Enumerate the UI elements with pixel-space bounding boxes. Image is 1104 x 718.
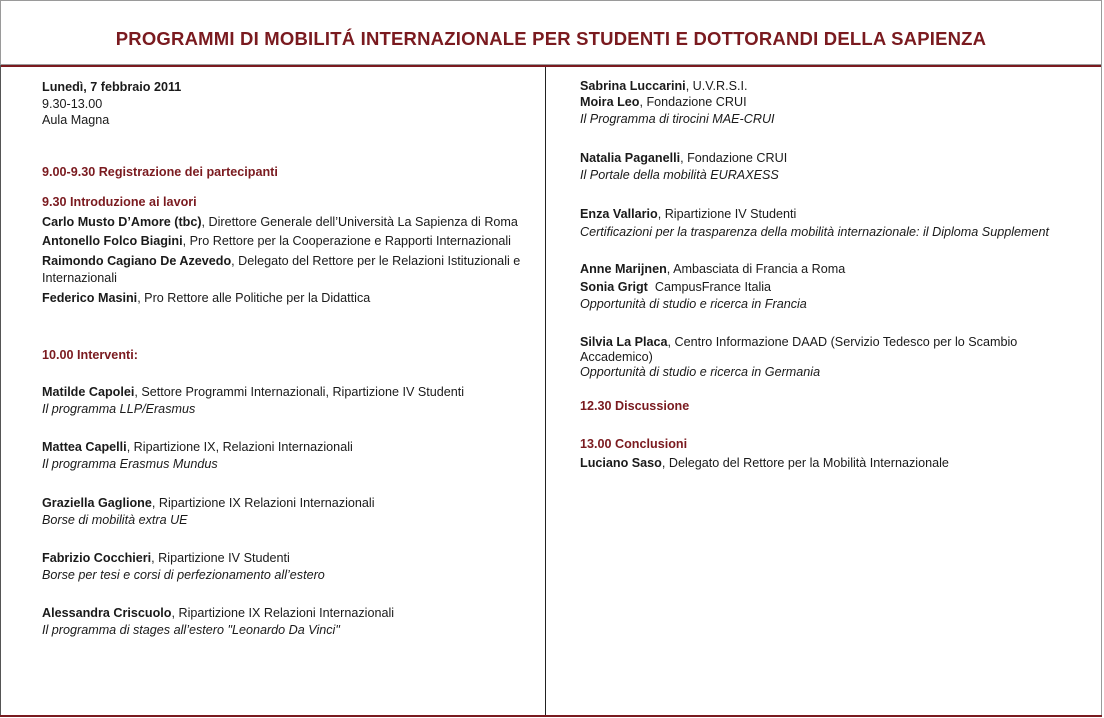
speaker-role: CampusFrance Italia <box>647 279 772 294</box>
speaker-role: , Ambasciata di Francia a Roma <box>666 262 846 276</box>
event-place: Aula Magna <box>42 112 110 127</box>
talk-topic: Il programma di stages all’estero "Leonardo Da Vinci" <box>42 623 340 637</box>
speaker-name: Raimondo Cagiano De Azevedo <box>42 253 232 268</box>
speaker-role: , Ripartizione IX Relazioni Internazionali <box>171 605 395 620</box>
talk-topic: Il Portale della mobilità EURAXESS <box>580 168 779 182</box>
speaker-name: Natalia Paganelli <box>580 150 681 165</box>
conclusions-speaker <box>580 455 1080 473</box>
speaker-name: Anne Marijnen <box>580 262 667 276</box>
speaker-role: , Delegato del Rettore per la Mobilità Internazionale <box>661 455 949 470</box>
talk-topic: Il programma Erasmus Mundus <box>42 457 218 471</box>
speaker-name: Sonia Grigt <box>580 279 648 294</box>
title-box <box>0 0 1102 65</box>
talk-item <box>42 550 532 585</box>
speaker-role: , Fondazione CRUI <box>680 150 788 165</box>
speaker-name: Luciano Saso <box>580 455 662 470</box>
talk-item <box>580 206 1080 242</box>
speaker-name: Moira Leo <box>580 94 640 109</box>
speaker-role: , Fondazione CRUI <box>639 94 747 109</box>
talk-topic: Opportunità di studio e ricerca in Francia <box>580 297 807 311</box>
talk-item <box>42 495 532 530</box>
bottom-divider <box>0 715 1102 717</box>
speaker-role: , Centro Informazione DAAD (Servizio Tedesco per lo Scambio Accademico) <box>580 334 1018 364</box>
speaker-role: , U.V.R.S.I. <box>685 79 748 93</box>
talk-item <box>42 605 532 640</box>
speaker-name: Mattea Capelli <box>42 439 127 454</box>
talks-heading: 10.00 Interventi: <box>42 348 138 362</box>
talk-item <box>42 384 532 419</box>
speaker-role: , Pro Rettore per la Cooperazione e Rapporti Internazionali <box>182 234 511 248</box>
speaker-role: , Ripartizione IV Studenti <box>657 206 797 221</box>
speaker-name: Federico Masini <box>42 290 138 305</box>
conclusions-heading: 13.00 Conclusioni <box>580 437 688 451</box>
speaker-role: , Direttore Generale dell’Università La Sapienza di Roma <box>201 214 518 229</box>
registration-heading: 9.00-9.30 Registrazione dei partecipanti <box>42 164 278 179</box>
top-divider <box>0 65 1102 67</box>
intro-speaker <box>42 290 532 308</box>
intro-speaker <box>42 214 532 232</box>
speaker-name: Matilde Capolei <box>42 384 135 399</box>
left-column <box>42 79 532 640</box>
speaker-name: Silvia La Placa <box>580 334 668 349</box>
talk-topic: Borse di mobilità extra UE <box>42 513 188 527</box>
page-title: PROGRAMMI DI MOBILITÁ INTERNAZIONALE PER STUDENTI E DOTTORANDI DELLA SAPIENZA <box>115 27 987 49</box>
column-divider <box>545 67 546 715</box>
speaker-name: Fabrizio Cocchieri <box>42 550 152 565</box>
talk-topic: Borse per tesi e corsi di perfezionamento all’estero <box>42 568 325 582</box>
talk-topic: Opportunità di studio e ricerca in Germania <box>580 364 821 379</box>
talk-item <box>580 261 1080 314</box>
right-column <box>580 78 1080 472</box>
speaker-name: Sabrina Luccarini <box>580 79 686 93</box>
talk-item <box>580 78 1080 129</box>
speaker-name: Antonello Folco Biagini <box>42 234 183 248</box>
discussion-heading: 12.30 Discussione <box>580 398 690 413</box>
event-date: Lunedì, 7 febbraio 2011 <box>42 80 182 94</box>
talk-item <box>580 150 1080 185</box>
speaker-name: Graziella Gaglione <box>42 495 152 510</box>
speaker-name: Enza Vallario <box>580 206 658 221</box>
speaker-role: , Pro Rettore alle Politiche per la Didattica <box>137 290 371 305</box>
talk-topic: Certificazioni per la trasparenza della mobilità internazionale: il Diploma Supplement <box>580 225 1050 239</box>
intro-heading: 9.30 Introduzione ai lavori <box>42 195 197 209</box>
speaker-role: , Delegato del Rettore per le Relazioni Istituzionali e Internazionali <box>42 253 521 285</box>
speaker-name: Carlo Musto D’Amore (tbc) <box>42 214 202 229</box>
talk-topic: Il programma LLP/Erasmus <box>42 402 196 416</box>
left-border <box>0 65 1 717</box>
intro-speaker <box>42 233 532 251</box>
speaker-role: , Settore Programmi Internazionali, Ripartizione IV Studenti <box>134 384 465 399</box>
speaker-role: , Ripartizione IV Studenti <box>151 550 290 565</box>
intro-speaker <box>42 253 532 288</box>
talk-topic: Il Programma di tirocini MAE-CRUI <box>580 112 775 126</box>
right-border <box>1101 65 1102 717</box>
event-time: 9.30-13.00 <box>42 96 103 111</box>
speaker-role: , Ripartizione IX Relazioni Internazionali <box>151 495 375 510</box>
talk-item <box>42 439 532 474</box>
talk-item <box>580 335 1080 380</box>
speaker-name: Alessandra Criscuolo <box>42 605 172 620</box>
speaker-role: , Ripartizione IX, Relazioni Internazionali <box>126 439 353 454</box>
